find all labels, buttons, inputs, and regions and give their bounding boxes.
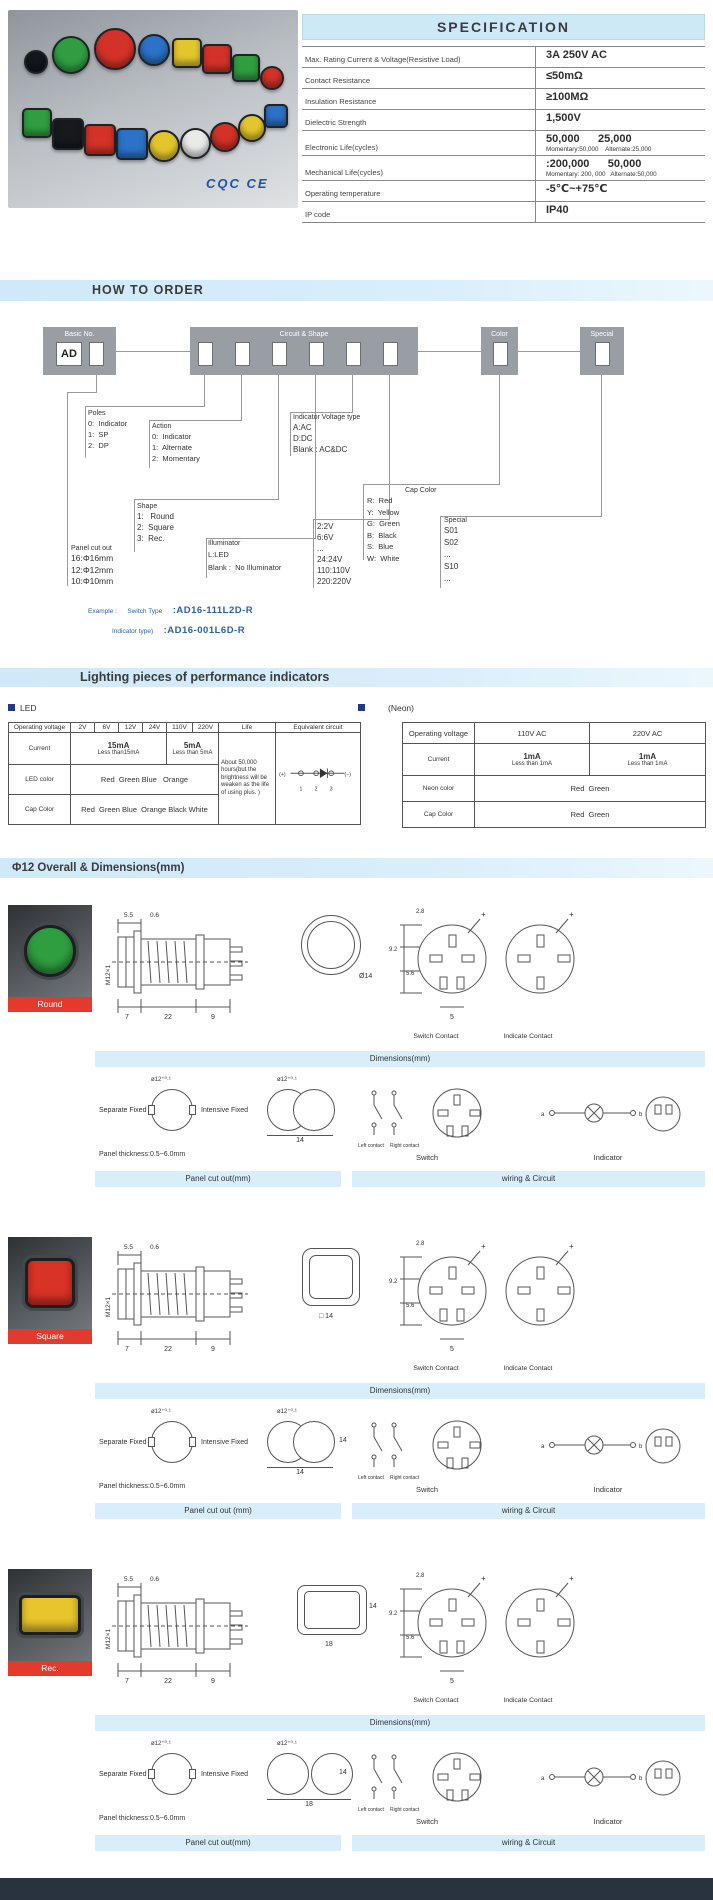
indicate-contact-label: Indicate Contact: [503, 1365, 553, 1372]
spec-label: IP code: [305, 210, 331, 220]
order-box-basic-no: Basic No. AD: [43, 327, 116, 375]
spec-value-main: ≥100MΩ: [546, 91, 589, 103]
spec-value: [535, 156, 705, 180]
svg-text:1: 1: [299, 785, 303, 792]
neon-color-value: Red Green: [475, 776, 706, 802]
svg-text:a: a: [541, 1776, 545, 1782]
svg-text:9.2: 9.2: [389, 947, 398, 953]
face-view-drawing: [295, 1571, 375, 1683]
pushbutton-photo-item: [52, 36, 90, 74]
svg-text:+: +: [569, 910, 574, 919]
led-col-header: Equivalent circuit: [276, 723, 361, 733]
contact-face-drawing: [388, 895, 583, 1027]
svg-text:5: 5: [450, 1678, 454, 1685]
svg-text:+: +: [481, 1242, 486, 1251]
dimensions-heading: Φ12 Overall & Dimensions(mm): [0, 858, 713, 878]
svg-text:7: 7: [125, 1014, 129, 1021]
order-box-color: Color: [481, 327, 518, 375]
order-code-slot: [235, 342, 250, 366]
pushbutton-photo-item: [84, 124, 116, 156]
cutout-hole: [151, 1089, 193, 1131]
order-list-item: 1: Round: [137, 512, 174, 521]
cutout-hole: [293, 1089, 335, 1131]
neon-col-header: 110V AC: [475, 723, 590, 744]
face-outline: [301, 915, 361, 975]
pushbutton-photo-item: [232, 54, 260, 82]
neon-row-label: Cap Color: [403, 802, 475, 828]
order-code-slot: [493, 342, 508, 366]
order-code-slot: [346, 342, 361, 366]
wiring-circuit-caption: wiring & Circuit: [352, 1835, 705, 1851]
face-view-drawing: [295, 1239, 375, 1351]
order-list-item: S: Blue: [367, 542, 394, 551]
svg-text:b: b: [639, 1776, 643, 1782]
svg-text:(+): (+): [279, 771, 286, 778]
spec-row: [302, 181, 705, 202]
pushbutton-photo-item: [94, 28, 136, 70]
order-box-special: Special: [580, 327, 624, 375]
order-list-item: 24:24V: [317, 555, 343, 564]
svg-text:+: +: [481, 1574, 486, 1583]
shape-label: Round: [8, 997, 92, 1012]
panel-cutout-drawing: Separate Fixed ø12⁺⁰·¹ Intensive Fixed ø12⁺⁰·¹ 14 Panel thickness:0.5~6.0mm: [95, 1075, 341, 1167]
cutout-hole: [267, 1753, 309, 1795]
face-inner-outline: [304, 1591, 360, 1629]
neon-bullet-icon: [358, 704, 365, 711]
pushbutton-photo-item: [260, 66, 284, 90]
footer-bar: [0, 1878, 713, 1900]
svg-text:0.6: 0.6: [150, 1244, 160, 1251]
how-to-order-heading: HOW TO ORDER: [0, 280, 713, 301]
svg-text:+: +: [481, 910, 486, 919]
pushbutton-photo-item: [172, 38, 202, 68]
spec-value: [535, 110, 705, 130]
order-list-shape: Shape 1: Round 2: Square 3: Rec.: [137, 503, 174, 543]
svg-text:2.8: 2.8: [416, 1241, 425, 1247]
pushbutton-photo-item: [22, 108, 52, 138]
order-list-voltage-type: Indicator Voltage type A:AC D:DC Blank : AC&DC: [293, 414, 361, 454]
led-bullet-icon: [8, 704, 15, 711]
indicate-contact-label: Indicate Contact: [503, 1033, 553, 1040]
led-section-label: LED: [8, 703, 37, 713]
spec-value-main: IP40: [546, 204, 569, 217]
order-code-slot: [595, 342, 610, 366]
neon-section-label: (Neon): [358, 703, 414, 713]
order-list-item: 220:220V: [317, 577, 352, 586]
order-list-item: Blank : AC&DC: [293, 445, 348, 454]
led-header-row: [9, 723, 361, 733]
order-list-item: 0: Indicator: [88, 419, 128, 428]
face-dimension: 18: [325, 1641, 333, 1648]
hole-diameter-label: ø12⁺⁰·¹: [151, 1409, 171, 1415]
dimension-line: [267, 1799, 351, 1800]
dimensions-caption: Dimensions(mm): [95, 1383, 705, 1399]
indicate-contact-label: Indicate Contact: [503, 1697, 553, 1704]
pushbutton-photo-item: [264, 104, 288, 128]
dimension-line: [267, 1135, 333, 1136]
spec-value-main: 3A 250V AC: [546, 49, 607, 61]
switch-wiring-label: Switch: [415, 1485, 439, 1494]
pushbutton-photo-item: [138, 34, 170, 66]
order-list-item: 2: Momentary: [152, 454, 200, 463]
svg-text:5: 5: [450, 1014, 454, 1021]
svg-text:5.6: 5.6: [406, 971, 415, 977]
svg-text:9.2: 9.2: [389, 1611, 398, 1617]
order-list-item: B: Black: [367, 530, 397, 540]
order-list-item: 0: Indicator: [152, 432, 192, 441]
hole-diameter-label: ø12⁺⁰·¹: [151, 1077, 171, 1083]
spec-label: Operating temperature: [305, 189, 381, 199]
led-col-header: Operating voltage: [9, 723, 71, 733]
cutout-height-dimension: 14: [339, 1769, 347, 1776]
panel-cutout-drawing: Separate Fixed ø12⁺⁰·¹ Intensive Fixed ø12⁺⁰·¹ 14 14 Panel thickness:0.5~6.0mm: [99, 1409, 347, 1490]
dimension-line: [267, 1467, 333, 1468]
spec-row: [302, 68, 705, 89]
hole-diameter-label: ø12⁺⁰·¹: [277, 1741, 297, 1747]
led-col-header: 110V: [167, 723, 193, 733]
order-list-illuminator: Illuminator L:LED Blank : No Illuminator: [208, 540, 282, 572]
svg-text:a: a: [541, 1444, 545, 1450]
pushbutton-photo-item: [116, 128, 148, 160]
svg-text:Right contact: Right contact: [390, 1475, 420, 1481]
order-list-item: ...: [317, 544, 324, 553]
order-list-item: A:AC: [293, 423, 312, 432]
svg-text:(−): (−): [344, 771, 352, 778]
spec-label: Max. Rating Current & Voltage(Resistive Load): [305, 55, 461, 64]
face-inner-outline: [309, 1255, 353, 1299]
indicator-wiring-drawing: [538, 1089, 683, 1139]
specification-title: SPECIFICATION: [302, 14, 705, 40]
contact-face-drawing: [388, 1559, 583, 1691]
svg-text:Left contact: Left contact: [358, 1807, 384, 1813]
order-box-circuit-shape: Circuit & Shape: [190, 327, 418, 375]
cutout-spacing-dimension: 14: [296, 1469, 304, 1476]
dimensions-caption: Dimensions(mm): [95, 1715, 705, 1731]
lighting-heading: Lighting pieces of performance indicators: [0, 668, 713, 687]
pushbutton-image: [25, 1258, 75, 1308]
spec-value: [535, 202, 705, 222]
cutout-hole: [151, 1421, 193, 1463]
face-outline: [297, 1585, 367, 1635]
pushbutton-photo-item: [52, 118, 84, 150]
spec-value-sub: Momentary:50,000 Alternate:25,000: [546, 146, 652, 154]
order-example-switch: Example : Switch Type :AD16-111L2D-R: [88, 605, 254, 616]
product-photo-thumbnail: [8, 905, 92, 997]
cutout-hole: [151, 1753, 193, 1795]
neon-col-header: 220V AC: [590, 723, 706, 744]
neon-row-label: Current: [403, 744, 475, 776]
led-col-header: 220V: [193, 723, 219, 733]
order-list-item: 10:Φ10mm: [71, 576, 114, 586]
pushbutton-photo-item: [180, 128, 211, 159]
svg-text:2: 2: [314, 785, 318, 792]
svg-text:a: a: [541, 1112, 545, 1118]
order-list-item: 2: DP: [88, 441, 109, 450]
specification-table: [302, 46, 705, 223]
order-list-item: 2: Square: [137, 523, 174, 532]
cutout-spacing-dimension: 14: [296, 1137, 304, 1144]
svg-text:5.5: 5.5: [124, 1576, 134, 1583]
pushbutton-photo-item: [24, 50, 48, 74]
led-row-label: Current: [9, 733, 71, 765]
neon-cap-color-value: Red Green: [475, 802, 706, 828]
order-list-item: 6:6V: [317, 533, 334, 542]
svg-text:0.6: 0.6: [150, 912, 160, 919]
svg-text:b: b: [639, 1112, 643, 1118]
spec-label: Electronic Life(cycles): [305, 143, 378, 153]
spec-value: [535, 131, 705, 155]
spec-label: Insulation Resistance: [305, 97, 377, 106]
cutout-hole: [293, 1421, 335, 1463]
panel-cutout-caption: Panel cut out(mm): [95, 1171, 341, 1187]
face-dimension-height: 14: [369, 1603, 377, 1610]
brand-marks: CQC CE: [206, 176, 269, 191]
svg-text:0.6: 0.6: [150, 1576, 160, 1583]
indicator-wiring-label: Indicator: [593, 1817, 623, 1826]
spec-value-sub: Momentary: 200, 000 Alternate:50,000: [546, 171, 657, 179]
svg-text:9: 9: [211, 1678, 215, 1685]
hole-diameter-label: ø12⁺⁰·¹: [277, 1409, 297, 1415]
order-list-item: Y: Yellow: [367, 507, 400, 517]
neon-header-row: [403, 723, 706, 744]
wiring-circuit-caption: wiring & Circuit: [352, 1171, 705, 1187]
pushbutton-photo-item: [238, 114, 266, 142]
spec-value-main: 50,000 25,000: [546, 133, 632, 145]
order-list-item: ...: [444, 550, 451, 559]
svg-text:5: 5: [450, 1346, 454, 1353]
svg-text:22: 22: [164, 1014, 172, 1021]
face-dimension: □ 14: [319, 1313, 333, 1320]
led-current-high: 5mA Less than 5mA: [167, 733, 219, 765]
order-list-item: R: Red: [367, 496, 393, 505]
neon-col-header: Operating voltage: [403, 723, 475, 744]
order-code-slot: [198, 342, 213, 366]
order-list-item: L:LED: [208, 550, 229, 559]
led-col-header: 24V: [143, 723, 167, 733]
led-cap-color-value: Red Green Blue Orange Black White: [71, 795, 219, 825]
led-color-value: Red Green Blue Orange: [71, 765, 219, 795]
pushbutton-photo-item: [202, 44, 232, 74]
product-photo-thumbnail: [8, 1237, 92, 1329]
switch-wiring-drawing: [352, 1743, 502, 1815]
panel-thickness-label: Panel thickness:0.5~6.0mm: [99, 1815, 186, 1822]
svg-text:22: 22: [164, 1346, 172, 1353]
spec-value: [535, 181, 705, 201]
svg-text:5.5: 5.5: [124, 1244, 134, 1251]
order-code-slot: [383, 342, 398, 366]
order-list-panel-cut-out: Panel cut out 16:Φ16mm 12:Φ12mm 10:Φ10mm: [71, 545, 114, 586]
switch-contact-label: Switch Contact: [413, 1365, 459, 1372]
led-table: [8, 722, 361, 825]
spec-value: [535, 47, 705, 67]
neon-current-220: 1mA Less than 1mA: [590, 744, 706, 776]
pushbutton-photo-item: [210, 122, 240, 152]
svg-text:9.2: 9.2: [389, 1279, 398, 1285]
led-col-header: 2V: [71, 723, 95, 733]
spec-label: Dielectric Strength: [305, 118, 367, 127]
spec-row: [302, 89, 705, 110]
switch-wiring-drawing: [352, 1411, 502, 1483]
pushbutton-photo-item: [148, 130, 180, 162]
svg-text:M12×1: M12×1: [105, 964, 112, 985]
svg-text:2.8: 2.8: [416, 909, 425, 915]
dimension-block: [0, 893, 713, 1203]
order-list-item: S02: [444, 538, 459, 547]
led-col-header: 12V: [119, 723, 143, 733]
svg-text:22: 22: [164, 1678, 172, 1685]
switch-wiring-label: Switch: [415, 1153, 439, 1162]
side-view-drawing: [98, 1235, 278, 1357]
svg-text:Right contact: Right contact: [390, 1143, 420, 1149]
spec-row: [302, 47, 705, 68]
shape-label: Square: [8, 1329, 92, 1344]
led-current-low: 15mA Less than15mA: [71, 733, 167, 765]
order-list-special: Special S01 S02 ... S10 ...: [444, 517, 467, 583]
order-list-poles: Poles 0: Indicator 1: SP 2: DP: [88, 410, 128, 450]
order-code-slot: [309, 342, 324, 366]
cutout-height-dimension: 14: [339, 1437, 347, 1444]
led-row-label: LED color: [9, 765, 71, 795]
panel-thickness-label: Panel thickness:0.5~6.0mm: [99, 1151, 186, 1158]
order-list-voltages: [317, 521, 351, 587]
panel-cutout-caption: Panel cut out(mm): [95, 1835, 341, 1851]
order-list-item: 1: Alternate: [152, 443, 193, 452]
order-list-item: 16:Φ16mm: [71, 553, 114, 563]
svg-text:9: 9: [211, 1346, 215, 1353]
wiring-circuit-caption: wiring & Circuit: [352, 1503, 705, 1519]
order-list-item: 12:Φ12mm: [71, 564, 114, 575]
panel-thickness-label: Panel thickness:0.5~6.0mm: [99, 1483, 186, 1490]
face-dimension: Ø14: [359, 973, 373, 980]
switch-wiring-label: Switch: [415, 1817, 439, 1826]
svg-text:2.8: 2.8: [416, 1573, 425, 1579]
spec-label: Contact Resistance: [305, 76, 371, 85]
switch-wiring-drawing: [352, 1079, 502, 1151]
spec-row: [302, 110, 705, 131]
spec-value-main: :200,000 50,000: [546, 158, 642, 171]
face-outline: [302, 1248, 360, 1306]
panel-cutout-drawing: Separate Fixed ø12⁺⁰·¹ Intensive Fixed ø12⁺⁰·¹ 18 14 Panel thickness:0.5~6.0mm: [95, 1739, 341, 1831]
order-list-item: S01: [444, 526, 459, 535]
svg-text:3: 3: [329, 785, 333, 792]
led-col-header: Life: [219, 723, 276, 733]
indicator-wiring-label: Indicator: [593, 1485, 623, 1494]
hole-diameter-label: ø12⁺⁰·¹: [277, 1077, 297, 1083]
indicator-wiring-drawing: [538, 1753, 683, 1803]
svg-text:Left contact: Left contact: [358, 1143, 384, 1149]
pushbutton-image: [19, 1595, 81, 1635]
svg-text:Left contact: Left contact: [358, 1475, 384, 1481]
order-list-item: D:DC: [293, 434, 313, 443]
svg-text:+: +: [569, 1574, 574, 1583]
specification-section: [302, 14, 705, 223]
order-code-slot: [272, 342, 287, 366]
spec-row: [302, 202, 705, 223]
panel-cutout-caption: Panel cut out (mm): [95, 1503, 341, 1519]
switch-contact-label: Switch Contact: [413, 1697, 459, 1704]
order-example-indicator: Indicator type) :AD16-001L6D-R: [112, 625, 246, 636]
face-view-drawing: [295, 907, 375, 1019]
order-list-item: 2:2V: [317, 522, 334, 531]
svg-text:M12×1: M12×1: [105, 1628, 112, 1649]
led-life: About 50,000 hours(but the brightness will be weaken as the life of using plus. ): [219, 733, 276, 825]
spec-value: [535, 89, 705, 109]
order-code-slot: [89, 342, 104, 366]
neon-row-label: Neon color: [403, 776, 475, 802]
face-inner-outline: [307, 921, 355, 969]
svg-text:7: 7: [125, 1678, 129, 1685]
order-list-item: S10: [444, 562, 459, 571]
spec-row: [302, 156, 705, 181]
dimensions-caption: Dimensions(mm): [95, 1051, 705, 1067]
led-row-label: Cap Color: [9, 795, 71, 825]
svg-text:M12×1: M12×1: [105, 1296, 112, 1317]
switch-contact-label: Switch Contact: [413, 1033, 459, 1040]
spec-value-main: 1,500V: [546, 112, 581, 124]
spec-label: Mechanical Life(cycles): [305, 168, 383, 178]
order-list-cap-color: Cap Color R: Red Y: Yellow G: Green B: Black S: Blue W: White: [367, 487, 437, 563]
svg-text:7: 7: [125, 1346, 129, 1353]
led-col-header: 6V: [95, 723, 119, 733]
indicator-wiring-drawing: [538, 1421, 683, 1471]
pushbutton-image: [24, 925, 76, 977]
spec-value-main: ≤50mΩ: [546, 70, 583, 82]
dimension-block: [0, 1225, 713, 1535]
spec-value-main: -5℃~+75℃: [546, 183, 608, 196]
order-code-prefix: AD: [56, 342, 82, 366]
order-list-item: G: Green: [367, 519, 400, 528]
svg-text:9: 9: [211, 1014, 215, 1021]
svg-text:5.5: 5.5: [124, 912, 134, 919]
order-list-item: ...: [444, 574, 451, 583]
order-list-item: 1: SP: [88, 430, 109, 439]
dimension-blocks: [0, 893, 713, 1889]
svg-text:b: b: [639, 1444, 643, 1450]
svg-text:5.6: 5.6: [406, 1635, 415, 1641]
contact-face-drawing: [388, 1227, 583, 1359]
spec-row: [302, 131, 705, 156]
equivalent-circuit-drawing: [278, 760, 358, 796]
cutout-spacing-dimension: 18: [305, 1801, 313, 1808]
product-photo-thumbnail: [8, 1569, 92, 1661]
order-list-item: Blank : No Illuminator: [208, 563, 282, 572]
order-list-item: 110:110V: [317, 566, 351, 575]
side-view-drawing: [98, 1567, 278, 1689]
order-list-item: W: White: [367, 553, 400, 563]
indicator-wiring-label: Indicator: [593, 1153, 623, 1162]
side-view-drawing: [98, 903, 278, 1025]
svg-text:5.6: 5.6: [406, 1303, 415, 1309]
dimension-block: [0, 1557, 713, 1867]
spec-value: [535, 68, 705, 88]
neon-table: [402, 722, 706, 828]
order-list-action: Action 0: Indicator 1: Alternate 2: Momentary: [152, 423, 200, 463]
shape-label: Rec.: [8, 1661, 92, 1676]
svg-text:Right contact: Right contact: [390, 1807, 420, 1813]
svg-text:+: +: [569, 1242, 574, 1251]
neon-current-110: 1mA Less than 1mA: [475, 744, 590, 776]
hole-diameter-label: ø12⁺⁰·¹: [151, 1741, 171, 1747]
product-photo: [8, 10, 298, 208]
order-list-item: 3: Rec.: [137, 534, 165, 543]
led-equivalent-circuit: [276, 733, 361, 825]
